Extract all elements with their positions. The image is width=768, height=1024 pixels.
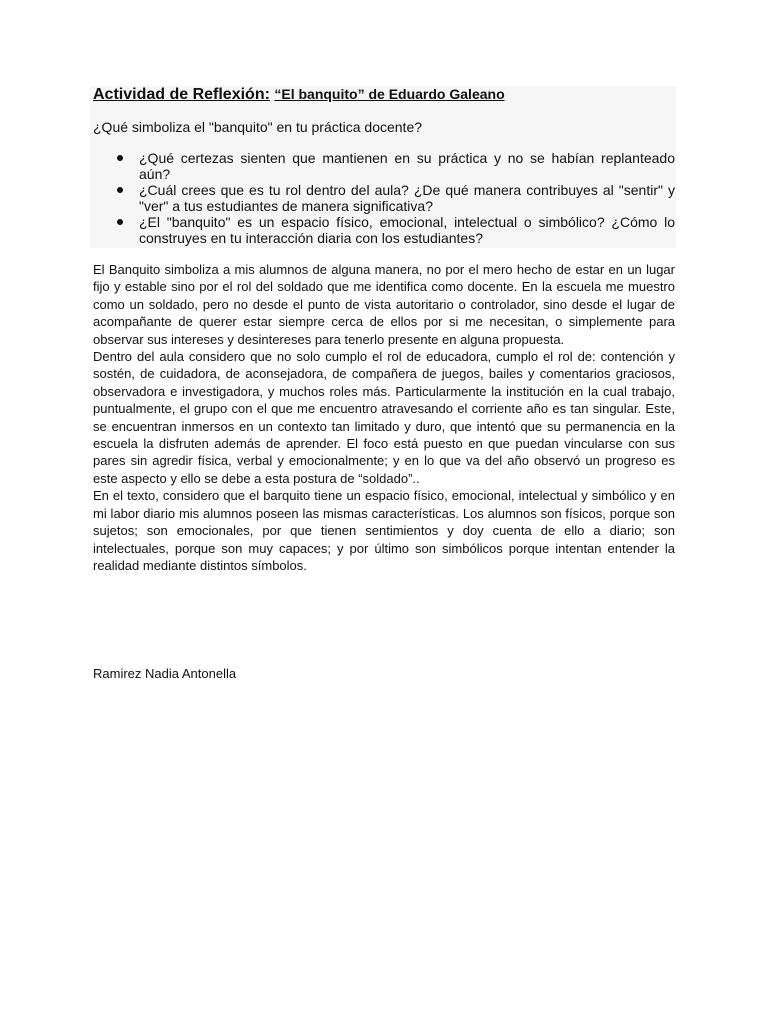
question-list-item (93, 150, 675, 182)
question-list-item (93, 182, 675, 214)
question-list-text: ¿Qué certezas sienten que mantienen en su práctica y no se habían replanteado aún? (139, 150, 675, 182)
title-main: Actividad de Reflexión: (93, 86, 270, 103)
author-signature: Ramirez Nadia Antonella (93, 666, 237, 681)
question-list (93, 150, 675, 246)
reflection-body (93, 261, 675, 574)
bullet-icon (117, 219, 123, 225)
main-question: ¿Qué simboliza el "banquito" en tu práctica docente? (93, 119, 423, 135)
bullet-icon (117, 187, 123, 193)
reflection-paragraph: Dentro del aula considero que no solo cumplo el rol de educadora, cumplo el rol de: contención y sostén, de cuidadora, de aconsejadora, de compañera de juegos, bailes y comentarios graciosos, observadora e investigadora, y muchos roles más. Particularmente la institución en la cual trabajo, puntualmente, el grupo con el que me encuentro atravesando el corriente año es tan singular. Este, se encuentran inmersos en un contexto tan limitado y duro, que intentó que su permanencia en la escuela la disfruten además de aprender. El foco está puesto en que puedan vincularse con sus pares sin agredir física, verbal y emocionalmente; y en lo que va del año observó un progreso es este aspecto y ello se debe a esta postura de “soldado”.. (93, 349, 675, 486)
reflection-paragraph: En el texto, considero que el barquito tiene un espacio físico, emocional, intelectual y simbólico y en mi labor diario mis alumnos poseen las mismas características. Los alumnos son físicos, porque son sujetos; son emocionales, por que tienen sentimientos y doy cuenta de ello a diario; son intelectuales, porque son muy capaces; y por último son simbólicos porque intentan entender la realidad mediante distintos símbolos. (93, 488, 675, 573)
reflection-paragraph: El Banquito simboliza a mis alumnos de alguna manera, no por el mero hecho de estar en un lugar fijo y estable sino por el rol del soldado que me identifica como docente. En la escuela me muestro como un soldado, pero no desde el punto de vista autoritario o controlador, sino desde el lugar de acompañante de querer estar siempre cerca de ellos por si me necesitan, o simplemente para observar sus intereses y desintereses para tenerlo presente en alguna propuesta. (93, 262, 675, 347)
document-title (93, 86, 505, 104)
question-list-text: ¿El "banquito" es un espacio físico, emocional, intelectual o simbólico? ¿Cómo lo construyes en tu interacción diaria con los estudiantes? (139, 214, 675, 246)
question-list-text: ¿Cuál crees que es tu rol dentro del aula? ¿De qué manera contribuyes al "sentir" y "ver" a tus estudiantes de manera significativa? (139, 182, 675, 214)
question-list-item (93, 214, 675, 246)
bullet-icon (117, 155, 123, 161)
title-subtitle: “El banquito” de Eduardo Galeano (274, 86, 505, 102)
